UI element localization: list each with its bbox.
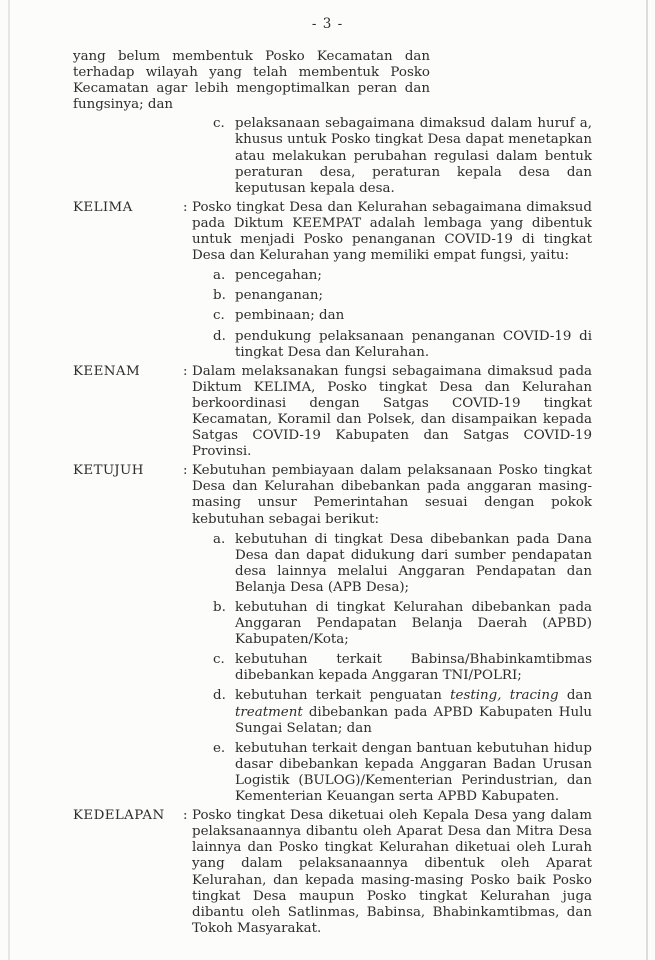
list-item xyxy=(213,532,592,596)
list-item-text: kebutuhan terkait dengan bantuan kebutuhan hidup dasar dibebankan kepada Anggaran Badan Urusan Logistik (BULOG)/Kementerian Perindustrian, dan Kementerian Keuangan serta APBD Kabupaten. xyxy=(235,740,592,805)
italic-text-part: treatment xyxy=(235,704,303,720)
dictum-body xyxy=(192,463,592,805)
list-marker: d. xyxy=(213,328,226,344)
page-number: - 3 - xyxy=(311,16,344,32)
list-item xyxy=(213,600,592,648)
list-item-text: kebutuhan terkait Babinsa/Bhabinkamtibmas dibebankan kepada Anggaran TNI/POLRI; xyxy=(235,652,592,684)
list-item xyxy=(213,741,592,805)
sub-list xyxy=(192,532,592,806)
dictum-label: KELIMA xyxy=(73,199,133,215)
list-marker: d. xyxy=(213,688,226,704)
list-marker: a. xyxy=(213,268,226,284)
list-item-text: pembinaan; dan xyxy=(235,308,345,324)
list-marker: b. xyxy=(213,600,226,615)
dictum-label: KEENAM xyxy=(73,363,141,379)
dictum-colon: : xyxy=(183,463,188,479)
list-item-text: pencegahan; xyxy=(235,268,322,284)
dictum-paragraph: Posko tingkat Desa diketuai oleh Kepala Desa yang dalam pelaksanaannya dibantu oleh Aparat Desa dan Mitra Desa lainnya dan Posko tingkat Kelurahan diketuai oleh Lurah yang dalam pelaksanaannya dibentuk oleh Aparat Kelurahan, dan kepada masing-masing Posko baik Posko tingkat Desa maupun Posko tingkat Kelurahan juga dibantu oleh Satlinmas, Babinsa, Bhabinkamtibmas, dan Tokoh Masyarakat. xyxy=(192,808,592,936)
list-marker: c. xyxy=(213,116,225,132)
dictum-body xyxy=(192,808,592,937)
scan-right-edge xyxy=(646,0,648,960)
dictum-body xyxy=(192,364,592,461)
list-item-text: pendukung pelaksanaan penanganan COVID-19 di tingkat Desa dan Kelurahan. xyxy=(235,328,592,360)
dictum-colon: : xyxy=(183,363,188,379)
decree-content xyxy=(73,49,592,937)
list-marker: a. xyxy=(213,531,226,547)
dictum-colon: : xyxy=(183,199,188,215)
list-item-text: penanganan; xyxy=(235,288,324,304)
list-marker: c. xyxy=(213,652,225,668)
list-item xyxy=(213,652,592,684)
dictum-body xyxy=(192,200,592,361)
list-item xyxy=(213,329,592,361)
dictum-kelima xyxy=(73,200,592,361)
list-item-text: pelaksanaan sebagaimana dimaksud dalam huruf a, khusus untuk Posko tingkat Desa dapat menetapkan atau melakukan perubahan regulasi dalam bentuk peraturan desa, peraturan kepala desa dan keputusan kepala desa. xyxy=(235,116,592,196)
italic-text-part: testing, tracing xyxy=(450,688,559,704)
list-item xyxy=(213,268,592,284)
list-item-text xyxy=(235,688,592,736)
dictum-paragraph: Kebutuhan pembiayaan dalam pelaksanaan Posko tingkat Desa dan Kelurahan dibebankan pada anggaran masing-masing unsur Pemerintahan sesuai dengan pokok kebutuhan sebagai berikut: xyxy=(192,463,592,527)
list-item-text: kebutuhan di tingkat Desa dibebankan pada Dana Desa dan dapat didukung dari sumber pendapatan desa lainnya melalui Anggaran Pendapatan dan Belanja Desa (APB Desa); xyxy=(235,531,592,595)
dictum-ketujuh xyxy=(73,463,592,805)
text-part: kebutuhan terkait penguatan xyxy=(235,688,451,704)
list-marker: e. xyxy=(213,740,226,756)
text-part: dibebankan pada APBD Kabupaten Hulu Sungai Selatan; dan xyxy=(235,704,592,736)
dictum-keenam xyxy=(73,364,592,461)
scan-left-edge xyxy=(8,0,10,960)
list-item xyxy=(213,308,592,324)
dictum-paragraph: Posko tingkat Desa dan Kelurahan sebagaimana dimaksud pada Diktum KEEMPAT adalah lembaga yang dibentuk untuk menjadi Posko penanganan COVID-19 di tingkat Desa dan Kelurahan yang memiliki empat fungsi, yaitu: xyxy=(192,199,592,264)
text-part: dan xyxy=(558,688,593,704)
list-item xyxy=(213,688,592,736)
dictum-paragraph: Dalam melaksanakan fungsi sebagaimana dimaksud pada Diktum KELIMA, Posko tingkat Desa dan Kelurahan berkoordinasi dengan Satgas COVID-19 tingkat Kecamatan, Koramil dan Polsek, dan disampaikan kepada Satgas COVID-19 Kabupaten dan Satgas COVID-19 Provinsi. xyxy=(192,363,592,460)
list-item-text: kebutuhan di tingkat Kelurahan dibebankan pada Anggaran Pendapatan Belanja Daerah (APBD) Kabupaten/Kota; xyxy=(235,600,592,648)
sub-list xyxy=(192,268,592,360)
dictum-kedelapan xyxy=(73,808,592,937)
dictum-label: KETUJUH xyxy=(73,463,144,479)
list-marker: c. xyxy=(213,308,225,324)
list-item-c xyxy=(213,116,592,196)
dictum-colon: : xyxy=(183,808,188,824)
list-marker: b. xyxy=(213,288,226,304)
continuation-paragraph: yang belum membentuk Posko Kecamatan dan terhadap wilayah yang telah membentuk Posko Kecamatan agar lebih mengoptimalkan peran dan fungsinya; dan xyxy=(73,49,430,113)
list-item xyxy=(213,288,592,304)
dictum-label: KEDELAPAN xyxy=(73,808,165,824)
